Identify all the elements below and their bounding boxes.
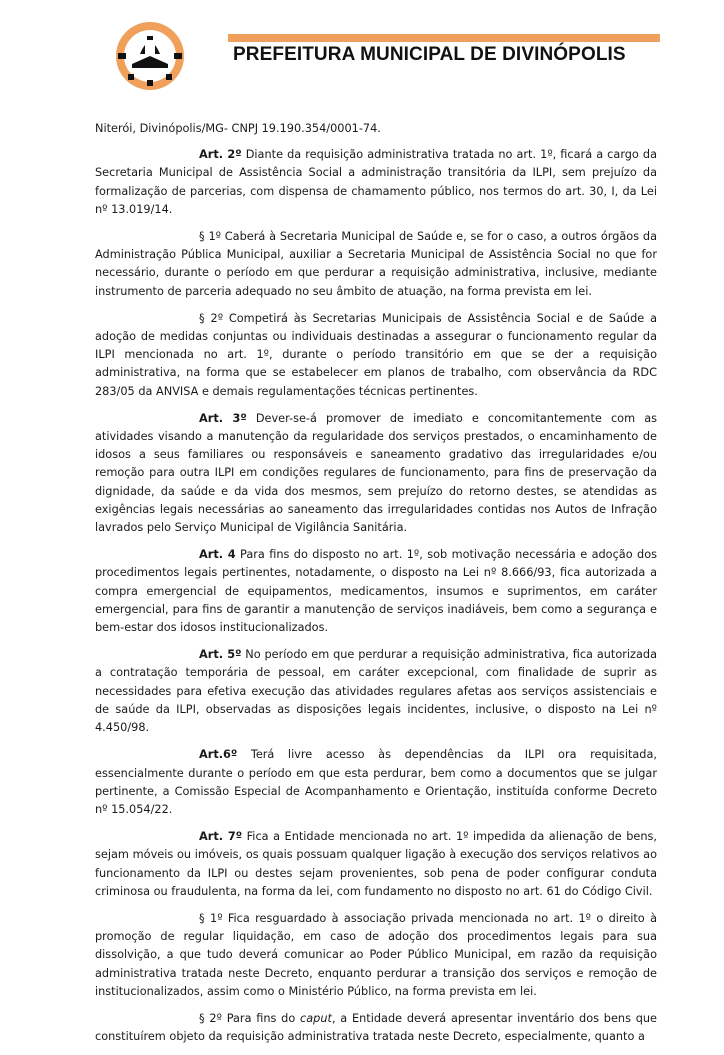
article-2 [95, 146, 657, 219]
article-3 [95, 410, 657, 537]
article-2-text: Diante da requisição administrativa tratada no art. 1º, ficará a cargo da Secretaria Municipal de Assistência Social a administração transitória da ILPI, sem prejuízo da formalização de parcerias, com dispensa de chamamento público, nos termos do art. 30, I, da Lei nº 13.019/14. [95, 148, 657, 216]
header-title: PREFEITURA MUNICIPAL DE DIVINÓPOLIS [233, 44, 626, 65]
article-5-text: No período em que perdurar a requisição administrativa, fica autorizada a contratação temporária de pessoal, em caráter excepcional, com finalidade de suprir as necessidades para efetiva execução das atividades regulares afetas aos serviços assistenciais e de saúde da ILPI, observadas as disposições legais incidentes, inclusive, o disposto na Lei nº 4.450/98. [95, 648, 657, 735]
article-3-label: Art. 3º [199, 411, 247, 425]
article-3-text: Dever-se-á promover de imediato e concomitantemente com as atividades visando a manutenção da regularidade dos serviços prestados, o encaminhamento de idosos a seus familiares ou responsáveis e saneamento gradativo das irregularidades e/ou remoção para outra ILPI em condições regulares de funcionamento, para fins de preservação da dignidade, da saúde e da vida dos mesmos, sem prejuízo do retorno destes, se atendidas as exigências legais necessárias ao saneamento das irregularidades contidas nos Autos de Infração lavrados pelo Serviço Municipal de Vigilância Sanitária. [95, 411, 657, 535]
article-7-paragraph-2-text-b: , a Entidade deverá apresentar inventário dos bens que constituírem objeto da requisição administrativa tratada neste Decreto, especialmente, quanto a [95, 1011, 658, 1044]
caput-term: caput [300, 1011, 332, 1025]
municipal-emblem-icon [114, 20, 186, 92]
article-7-label: Art. 7º [199, 830, 243, 844]
article-2-paragraph-2: § 2º Competirá às Secretarias Municipais de Assistência Social e de Saúde a adoção de medidas conjuntas ou individuais destinadas a assegurar o funcionamento regular da ILPI mencionada no art. 1º, durante o período transitório em que se der a requisição administrativa, na forma que se estabelecer em planos de trabalho, com observância da RDC 283/05 da ANVISA e demais regulamentações técnicas pertinentes. [95, 311, 657, 398]
article-2-label: Art. 2º [199, 148, 242, 162]
article-6 [95, 746, 657, 819]
article-4-text: Para fins do disposto no art. 1º, sob motivação necessária e adoção dos procedimentos legais pertinentes, notadamente, o disposto na Lei nº 8.666/93, fica autorizada a compra emergencial de equipamentos, medicamentos, insumos e suprimentos, em caráter emergencial, para fins de garantir a manutenção de serviços inadiáveis, bem como a segurança e bem-estar dos idosos institucionalizados. [95, 548, 657, 635]
paragraph-continuation: Niterói, Divinópolis/MG- CNPJ 19.190.354/0001-74. [95, 122, 381, 135]
document-body [95, 120, 657, 1055]
article-2-paragraph-1: § 1º Caberá à Secretaria Municipal de Saúde e, se for o caso, a outros órgãos da Administração Pública Municipal, auxiliar a Secretaria Municipal de Assistência Social no que for necessário, durante o período em que perdurar a requisição administrativa, inclusive, mediante instrumento de parceria adequado no seu âmbito de atuação, na forma prevista em lei. [95, 230, 657, 298]
article-4-label: Art. 4 [199, 548, 236, 562]
article-6-text: Terá livre acesso às dependências da ILPI ora requisitada, essencialmente durante o período em que esta perdurar, bem como a documentos que se julgar pertinente, a Comissão Especial de Acompanhamento e Orientação, instituída conforme Decreto nº 15.054/22. [95, 748, 657, 816]
article-7 [95, 828, 657, 901]
article-5-label: Art. 5º [199, 648, 242, 662]
article-4 [95, 546, 657, 637]
article-7-paragraph-2 [95, 1010, 657, 1046]
article-7-paragraph-2-text-a: § 2º Para fins do [199, 1011, 301, 1025]
article-5 [95, 646, 657, 737]
article-6-label: Art.6º [199, 748, 238, 762]
header-accent-bar [228, 34, 660, 42]
article-7-paragraph-1: § 1º Fica resguardado à associação privada mencionada no art. 1º o direito à promoção de regular liquidação, em caso de adoção dos procedimentos legais para sua dissolvição, a que tudo deverá comunicar ao Poder Público Municipal, em razão da requisição administrativa tratada neste Decreto, enquanto perdurar a transição dos serviços e remoção de institucionalizados, assim como o Ministério Público, na forma prevista em lei. [95, 911, 657, 998]
article-7-text: Fica a Entidade mencionada no art. 1º impedida da alienação de bens, sejam móveis ou imóveis, os quais possuam qualquer ligação à execução dos serviços relativos ao funcionamento da ILPI ou destes sejam provenientes, sob pena de poder configurar conduta criminosa ou fraudulenta, na forma da lei, com fundamento no disposto no art. 61 do Código Civil. [95, 830, 657, 898]
